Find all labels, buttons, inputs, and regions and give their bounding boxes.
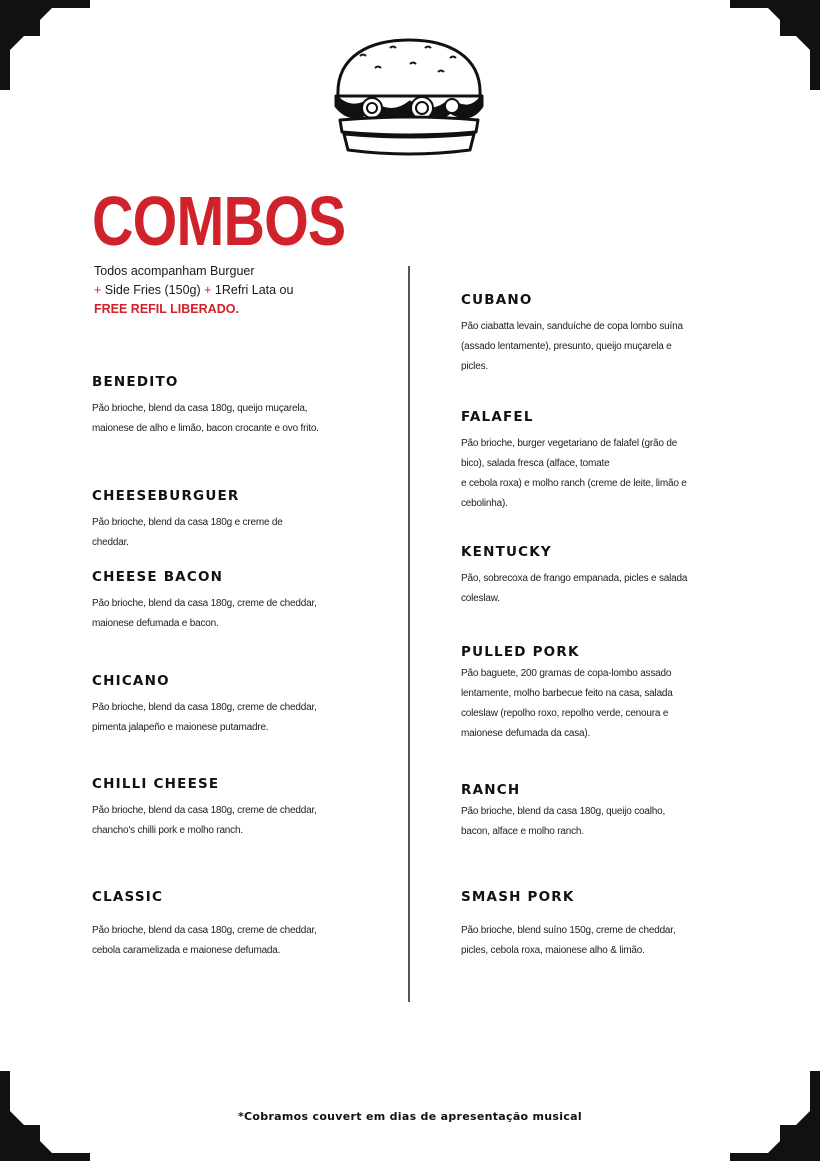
- item-name: CUBANO: [461, 292, 533, 308]
- menu-item-chilli-cheese: [92, 776, 332, 841]
- item-name: RANCH: [461, 782, 521, 798]
- item-description: Pão brioche, burger vegetariano de falafel (grão de bico), salada fresca (alface, tomate e cebola roxa) e molho ranch (creme de leite, limão e cebolinha).: [461, 438, 687, 509]
- menu-item-cheese-bacon: [92, 569, 332, 634]
- menu-item-cubano: [461, 292, 701, 377]
- menu-item-smash-pork: [461, 889, 701, 961]
- free-refil-note: FREE REFIL LIBERADO.: [94, 302, 239, 316]
- column-divider: [408, 266, 410, 1002]
- menu-item-benedito: [92, 374, 332, 439]
- intro-line-2: + Side Fries (150g) + 1Refri Lata ou: [94, 283, 294, 297]
- item-description: Pão ciabatta levain, sanduíche de copa lombo suína (assado lentamente), presunto, queijo muçarela e picles.: [461, 321, 683, 372]
- item-name: FALAFEL: [461, 409, 534, 425]
- item-name: CHEESE BACON: [92, 569, 224, 585]
- item-name: CHICANO: [92, 673, 170, 689]
- item-name: CHILLI CHEESE: [92, 776, 220, 792]
- item-name: PULLED PORK: [461, 644, 580, 660]
- item-name: CLASSIC: [92, 889, 164, 905]
- menu-item-classic: [92, 889, 332, 961]
- item-description: Pão brioche, blend da casa 180g, creme de cheddar, cebola caramelizada e maionese defumada.: [92, 925, 317, 956]
- item-description: Pão, sobrecoxa de frango empanada, picles e salada coleslaw.: [461, 573, 688, 604]
- item-description: Pão brioche, blend da casa 180g, queijo muçarela, maionese de alho e limão, bacon crocante e ovo frito.: [92, 403, 319, 434]
- menu-item-pulled-pork: [461, 644, 701, 744]
- item-description: Pão brioche, blend da casa 180g, queijo coalho, bacon, alface e molho ranch.: [461, 806, 666, 837]
- burger-illustration: [330, 34, 488, 162]
- item-description: Pão brioche, blend da casa 180g, creme de cheddar, maionese defumada e bacon.: [92, 598, 317, 629]
- menu-item-falafel: [461, 409, 701, 514]
- item-name: KENTUCKY: [461, 544, 552, 560]
- combo-description: [94, 262, 293, 319]
- couvert-footnote: *Cobramos couvert em dias de apresentação musical: [238, 1110, 582, 1123]
- item-description: Pão brioche, blend da casa 180g, creme de cheddar, chancho's chilli pork e molho ranch.: [92, 805, 317, 836]
- corner-ornament-top-left: [0, 0, 100, 100]
- menu-item-kentucky: [461, 544, 701, 609]
- menu-item-chicano: [92, 673, 332, 738]
- item-name: BENEDITO: [92, 374, 179, 390]
- menu-item-ranch: [461, 782, 701, 842]
- item-description: Pão brioche, blend da casa 180g e creme de cheddar.: [92, 517, 283, 548]
- item-description: Pão baguete, 200 gramas de copa-lombo assado lentamente, molho barbecue feito na casa, salada coleslaw (repolho roxo, repolho verde, cenoura e maionese defumada da casa).: [461, 668, 673, 739]
- item-description: Pão brioche, blend da casa 180g, creme de cheddar, pimenta jalapeño e maionese putamadre.: [92, 702, 317, 733]
- page-title: COMBOS: [92, 182, 346, 260]
- item-description: Pão brioche, blend suíno 150g, creme de cheddar, picles, cebola roxa, maionese alho & limão.: [461, 925, 676, 956]
- item-name: CHEESEBURGUER: [92, 488, 240, 504]
- intro-line-1: Todos acompanham Burguer: [94, 264, 255, 278]
- corner-ornament-top-right: [720, 0, 820, 100]
- menu-item-cheeseburguer: [92, 488, 332, 553]
- item-name: SMASH PORK: [461, 889, 575, 905]
